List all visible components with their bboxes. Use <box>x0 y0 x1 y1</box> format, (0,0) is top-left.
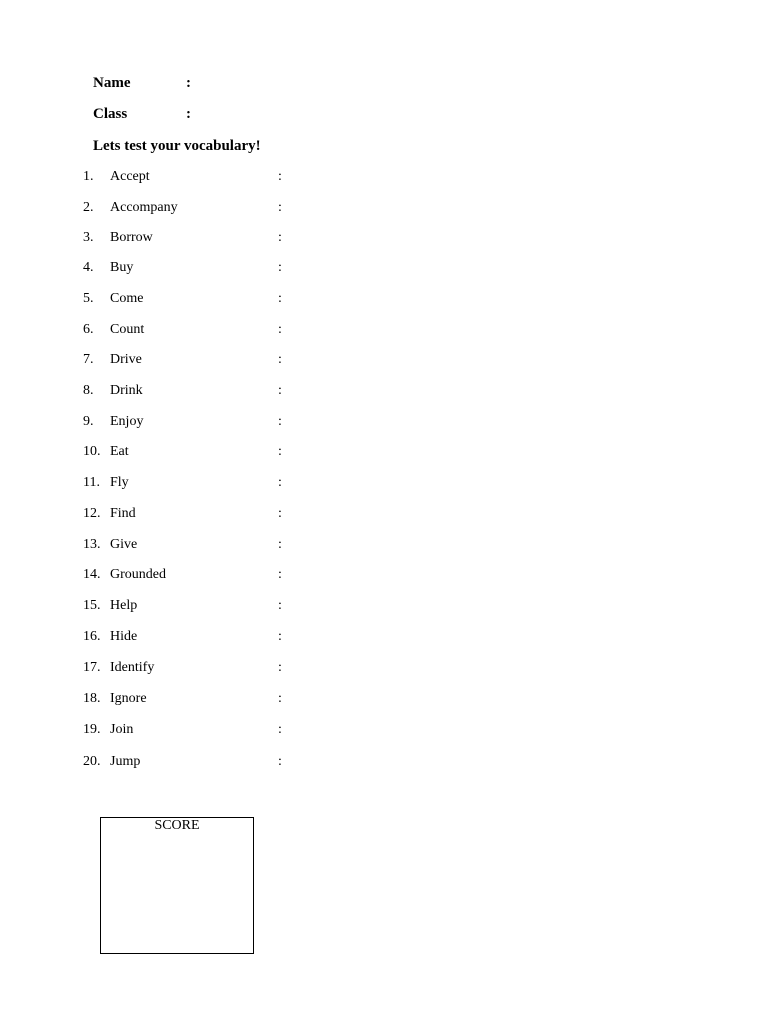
item-number: 2. <box>83 200 94 215</box>
vocabulary-word: Eat <box>110 444 129 459</box>
vocabulary-item <box>0 443 400 461</box>
answer-colon: : <box>278 475 282 490</box>
vocabulary-item <box>0 474 400 492</box>
vocabulary-item <box>0 690 400 708</box>
item-number: 5. <box>83 291 94 306</box>
vocabulary-word: Give <box>110 537 138 552</box>
score-label: SCORE <box>154 818 200 833</box>
instruction-heading: Lets test your vocabulary! <box>93 138 261 154</box>
vocabulary-word: Find <box>110 506 136 521</box>
item-number: 15. <box>83 598 101 613</box>
vocabulary-item <box>0 382 400 400</box>
vocabulary-item <box>0 753 400 771</box>
answer-colon: : <box>278 722 282 737</box>
vocabulary-item <box>0 168 400 186</box>
vocabulary-word: Hide <box>110 629 138 644</box>
item-number: 13. <box>83 537 101 552</box>
item-number: 12. <box>83 506 101 521</box>
vocabulary-word: Accompany <box>110 200 178 215</box>
vocabulary-word: Identify <box>110 660 155 675</box>
score-box <box>100 817 254 954</box>
answer-colon: : <box>278 352 282 367</box>
item-number: 3. <box>83 230 94 245</box>
answer-colon: : <box>278 383 282 398</box>
item-number: 19. <box>83 722 101 737</box>
item-number: 16. <box>83 629 101 644</box>
vocabulary-item <box>0 597 400 615</box>
item-number: 9. <box>83 414 94 429</box>
answer-colon: : <box>278 414 282 429</box>
item-number: 20. <box>83 754 101 769</box>
vocabulary-item <box>0 413 400 431</box>
item-number: 4. <box>83 260 94 275</box>
answer-colon: : <box>278 506 282 521</box>
answer-colon: : <box>278 169 282 184</box>
item-number: 17. <box>83 660 101 675</box>
vocabulary-word: Join <box>110 722 134 737</box>
vocabulary-item <box>0 721 400 739</box>
item-number: 14. <box>83 567 101 582</box>
vocabulary-word: Count <box>110 322 145 337</box>
item-number: 18. <box>83 691 101 706</box>
vocabulary-item <box>0 259 400 277</box>
vocabulary-word: Enjoy <box>110 414 144 429</box>
vocabulary-item <box>0 290 400 308</box>
answer-colon: : <box>278 598 282 613</box>
vocabulary-word: Help <box>110 598 138 613</box>
item-number: 6. <box>83 322 94 337</box>
name-label: Name <box>93 75 131 91</box>
answer-colon: : <box>278 322 282 337</box>
answer-colon: : <box>278 260 282 275</box>
answer-colon: : <box>278 444 282 459</box>
vocabulary-word: Jump <box>110 754 141 769</box>
vocabulary-word: Fly <box>110 475 129 490</box>
answer-colon: : <box>278 291 282 306</box>
vocabulary-item <box>0 199 400 217</box>
name-colon: : <box>186 75 191 91</box>
vocabulary-item <box>0 536 400 554</box>
vocabulary-item <box>0 659 400 677</box>
vocabulary-item <box>0 229 400 247</box>
item-number: 8. <box>83 383 94 398</box>
class-colon: : <box>186 106 191 122</box>
answer-colon: : <box>278 629 282 644</box>
vocabulary-item <box>0 566 400 584</box>
vocabulary-word: Drink <box>110 383 143 398</box>
vocabulary-word: Come <box>110 291 144 306</box>
answer-colon: : <box>278 537 282 552</box>
vocabulary-word: Ignore <box>110 691 147 706</box>
vocabulary-word: Drive <box>110 352 142 367</box>
vocabulary-item <box>0 628 400 646</box>
answer-colon: : <box>278 660 282 675</box>
item-number: 7. <box>83 352 94 367</box>
vocabulary-word: Buy <box>110 260 134 275</box>
item-number: 10. <box>83 444 101 459</box>
answer-colon: : <box>278 691 282 706</box>
class-label: Class <box>93 106 128 122</box>
name-line <box>93 74 191 92</box>
vocabulary-item <box>0 351 400 369</box>
item-number: 11. <box>83 475 100 490</box>
vocabulary-item <box>0 505 400 523</box>
vocabulary-word: Borrow <box>110 230 153 245</box>
answer-colon: : <box>278 200 282 215</box>
vocabulary-item <box>0 321 400 339</box>
answer-colon: : <box>278 567 282 582</box>
vocabulary-word: Grounded <box>110 567 166 582</box>
answer-colon: : <box>278 754 282 769</box>
answer-colon: : <box>278 230 282 245</box>
item-number: 1. <box>83 169 94 184</box>
vocabulary-word: Accept <box>110 169 150 184</box>
class-line <box>93 105 191 123</box>
